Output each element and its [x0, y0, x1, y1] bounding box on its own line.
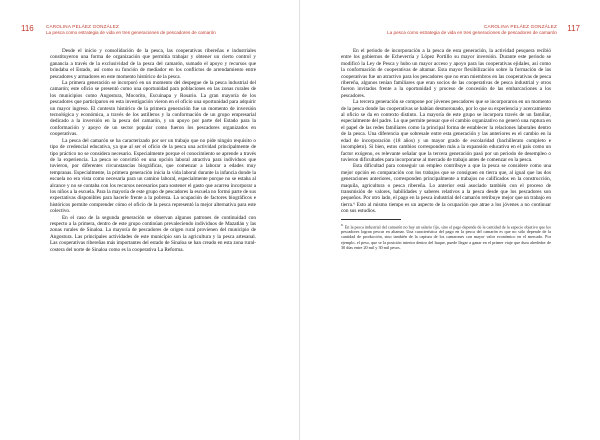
running-header — [46, 24, 216, 36]
paragraph: En el caso de la segunda generación se observan algunos patrones de continuidad con respecto a la primera, dentro de este grupo continúan prevaleciendo individuos de Mazatlán y las zonas rurales de Sinaloa. La mayoría de pescadores de origen rural provienen del municipio de Angostura. Las principales actividades de este municipio son la agricultura y la pesca artesanal. Las cooperativas ribereñas más importantes del estado de Sinaloa se han creado en esta zona rural-costera del norte de Sinaloa como es la cooperativa La Reforma. — [50, 214, 256, 253]
header-author: CAROLINA PELÁEZ GONZÁLEZ — [484, 24, 557, 29]
page-number: 116 — [21, 24, 34, 33]
header-title: La pesca como estrategia de vida en tres generaciones de pescadores de camarón — [46, 30, 216, 35]
header-title: La pesca como estrategia de vida en tres generaciones de pescadores de camarón — [387, 30, 557, 35]
footnote-mark: 6 — [341, 222, 343, 227]
right-page — [300, 0, 600, 440]
body-text — [50, 48, 256, 253]
paragraph: En el periodo de incorporación a la pesca de esta generación, la actividad pesquera recibió entre los gobiernos de Echeverría y López Portillo su mayor inversión. Durante este periodo se modificó la Ley de Pesca y hubo un mayor acceso y apoyo para las cooperativas ejidales, así como la conformación de cooperativas de altamar. Esta mayor flexibilización sobre la formación de las cooperativas fue un atractivo para los pescadores que no eran miembros en las cooperativas de pesca ribereña, algunos tenían familiares que eran socios de las cooperativas de pesca industrial y otros fueron invitados frente a la oportunidad y proceso de concesión de las embarcaciones a los pescadores. — [341, 48, 551, 99]
page-number: 117 — [567, 24, 580, 33]
footnote-text: En la pesca industrial del camarón no hay un salario fijo, sino el pago depende de la cantidad de la especie objetivo que los pescadores logran pescar en altamar. Una característica del pago en la pesca del camarón es que no sólo depende de la cantidad de producción, sino también de la captura de los camarones con mayor valor económico en el mercado. Por ejemplo, el peso, que se la posición interior dentro del buque, puede llegar a ganar en el primer viaje que dura alrededor de 30 días entre 20 mil y 30 mil pesos. — [341, 223, 551, 250]
footnote-rule — [341, 219, 401, 220]
body-text — [341, 48, 551, 250]
paragraph: La tercera generación se compone por jóvenes pescadores que se incorporaron en un momento de la pesca donde las cooperativas se habían desmoronado, por lo que su experiencia y acercamiento al oficio se da en contexto distinto. La mayoría de este grupo se incorpora través de un familiar, especialmente del padre. Lo que permite pensar que el cambio organizativo no generó una ruptura en el papel de las redes familiares como la principal forma de establecer la relaciones laborales dentro de la pesca. Una diferencia que sobresale entre esta generación y las anteriores es el cambio en la edad de incorporación (18 años) y un mayor grado de escolaridad (bachillerato completo e incompleto). Si bien, estos cambios corresponden más a la expansión educativa en el país como un factor exógeno, es relevante señalar que la tercera generación pasó por un periodo de desempleo o tuvieron dificultades para incorporarse al mercado de trabajo antes de comenzar en la pesca. — [341, 99, 551, 163]
paragraph: La pesca del camarón se ha caracterizado por ser un trabajo que no pide ningún requisito o tipo de credencial educativa, ya que al ser el oficio de la pesca una actividad principalmente de tipo práctico no se considera necesario. Especialmente porque el conocimiento se aprende a través de la experiencia. La pesca se convirtió en una opción laboral atractiva para individuos que tuvieron, por diferentes circunstancias biográficas, que comenzar a laborar a edades muy tempranas. Especialmente, la primera generación inicia la vida laboral durante la infancia donde la escuela no era vista como necesaria para un camino laboral, especialmente porque no se estaba al alcance y no se contaba con los recursos necesarios para sostener el gasto que acarrea incorporar a los niños a la escuela. Para la mayoría de este grupo de pescadores la escuela no formó parte de sus expectativas disponibles para hacerle frente a la pobreza. La ocupación de factores biográficos e históricos permite comprender cómo el oficio de la pesca representó la mejor alternativa para este colectivo. — [50, 137, 256, 215]
footnote — [341, 223, 551, 250]
paragraph: Desde el inicio y consolidación de la pesca, las cooperativas ribereñas e industriales constituyeron una forma de organización que permitía trabajar y obtener un cierto control y ganancia a través de la exclusividad de la pesca del camarón, sumado el apoyo y recursos que brindaba el Estado, así como su función de mediador en los conflictos de arrendamiento entre pescadores y armadores en este momento histórico de la pesca. — [50, 48, 256, 80]
paragraph: La primera generación se incorporó en un momento del despegue de la pesca industrial del camarón; este oficio se presentó como una oportunidad para poblaciones en las zonas rurales de los municipios como Angostura, Mocorito, Escuinapa y Rosario. La gran mayoría de los pescadores que participaron en esta investigación vieron en el oficio una oportunidad para adquirir un mayor ingreso. El contexto histórico de la primera generación fue un momento de inversión tecnológica y económica, a través de los astilleros y la conformación de un grupo empresarial dedicado a la inversión en la pesca del camarón, y un apoyo por parte del Estado para la conformación y apoyo de un sector popular como fueron los pescadores organizados en cooperativas. — [50, 80, 256, 138]
running-header — [387, 24, 557, 36]
paragraph: Esta dificultad para conseguir un empleo contribuye a que la pesca se considere como una mejor opción en comparación con los trabajos que se consiguen en tierra que, al igual que las dos generaciones anteriores, corresponden principalmente a trabajos no calificados en la construcción, maquila, agricultura o pesca ribereña. Lo anterior está asociado también con el proceso de transmisión de valores, habilidades y saberes relativos a la pesca desde que los pescadores son pequeños. Por otro lado, el pago en la pesca industrial del camarón retribuye mejor que un trabajo en tierra.⁶ Esto al mismo tiempo es un aspecto de la ocupación que atrae a los jóvenes a no continuar con sus estudios. — [341, 163, 551, 215]
header-author: CAROLINA PELÁEZ GONZÁLEZ — [46, 24, 119, 29]
